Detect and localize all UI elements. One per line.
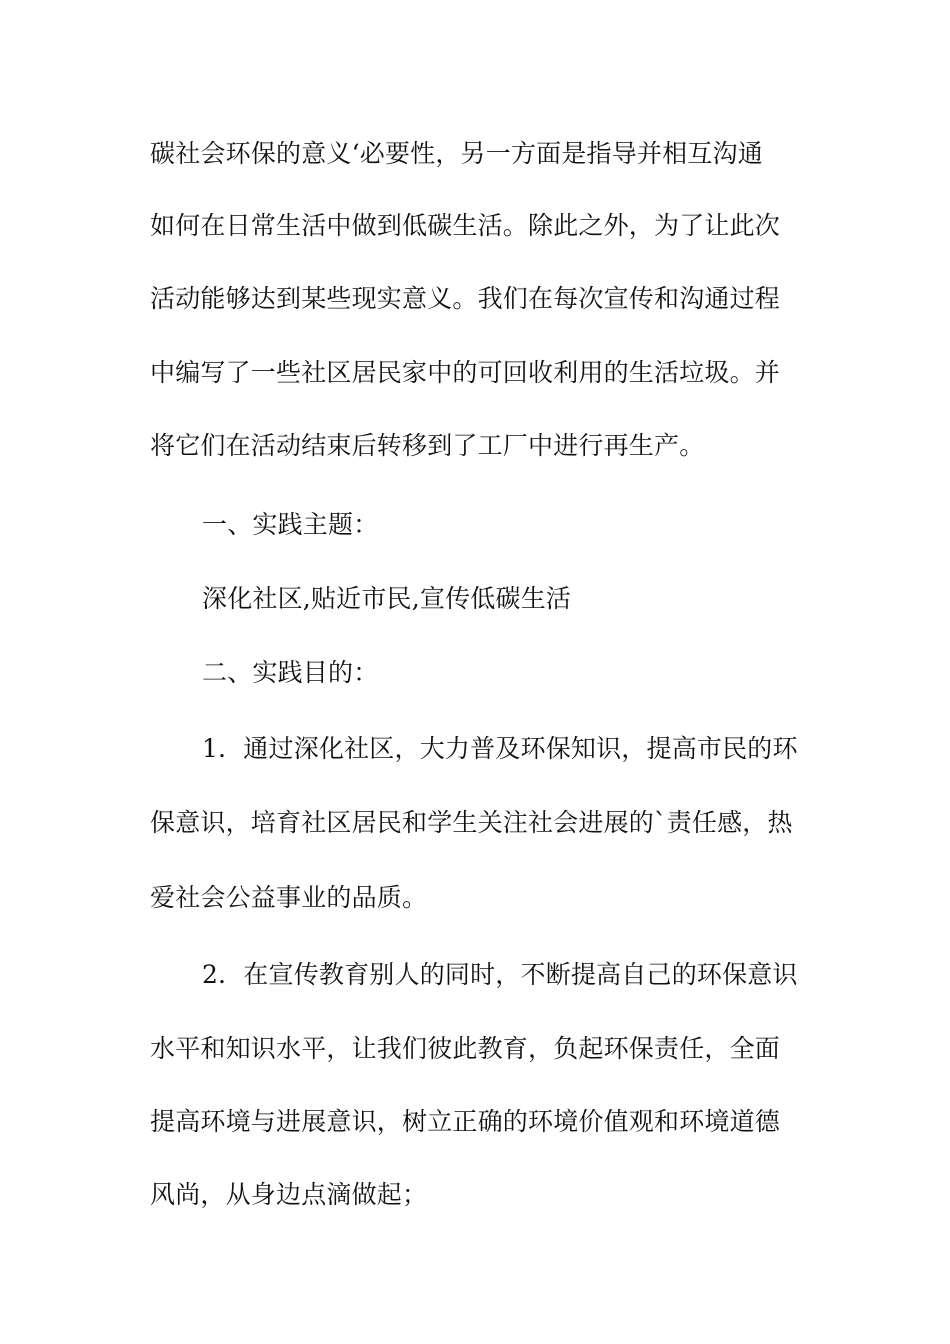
purpose-item-2-line-4: 风尚，从身边点滴做起； <box>150 1180 428 1209</box>
purpose-item-1-line-1: 1．通过深化社区，大力普及环保知识，提高市民的环 <box>202 734 798 763</box>
paragraph-1-line-3: 活动能够达到某些现实意义。我们在每次宣传和沟通过程 <box>150 284 781 313</box>
paragraph-1-line-4: 中编写了一些社区居民家中的可回收利用的生活垃圾。并 <box>150 358 781 387</box>
section-heading-practice-purpose: 二、实践目的： <box>202 658 379 687</box>
purpose-item-2-line-2: 水平和知识水平，让我们彼此教育，负起环保责任，全面 <box>150 1034 781 1063</box>
paragraph-1-line-2: 如何在日常生活中做到低碳生活。除此之外，为了让此次 <box>150 211 781 240</box>
paragraph-1-line-1: 碳社会环保的意义‘必要性，另一方面是指导并相互沟通 <box>150 139 763 168</box>
purpose-item-1-line-2: 保意识，培育社区居民和学生关注社会进展的`责任感，热 <box>150 808 793 837</box>
purpose-item-1-line-3: 爱社会公益事业的品质。 <box>150 883 428 912</box>
purpose-item-2-line-1: 2．在宣传教育别人的同时，不断提高自己的环保意识 <box>202 960 798 989</box>
practice-theme-text: 深化社区,贴近市民,宣传低碳生活 <box>202 584 572 613</box>
purpose-item-2-line-3: 提高环境与进展意识，树立正确的环境价值观和环境道德 <box>150 1107 781 1136</box>
paragraph-1-line-5: 将它们在活动结束后转移到了工厂中进行再生产。 <box>150 431 705 460</box>
section-heading-practice-theme: 一、实践主题： <box>202 510 379 539</box>
